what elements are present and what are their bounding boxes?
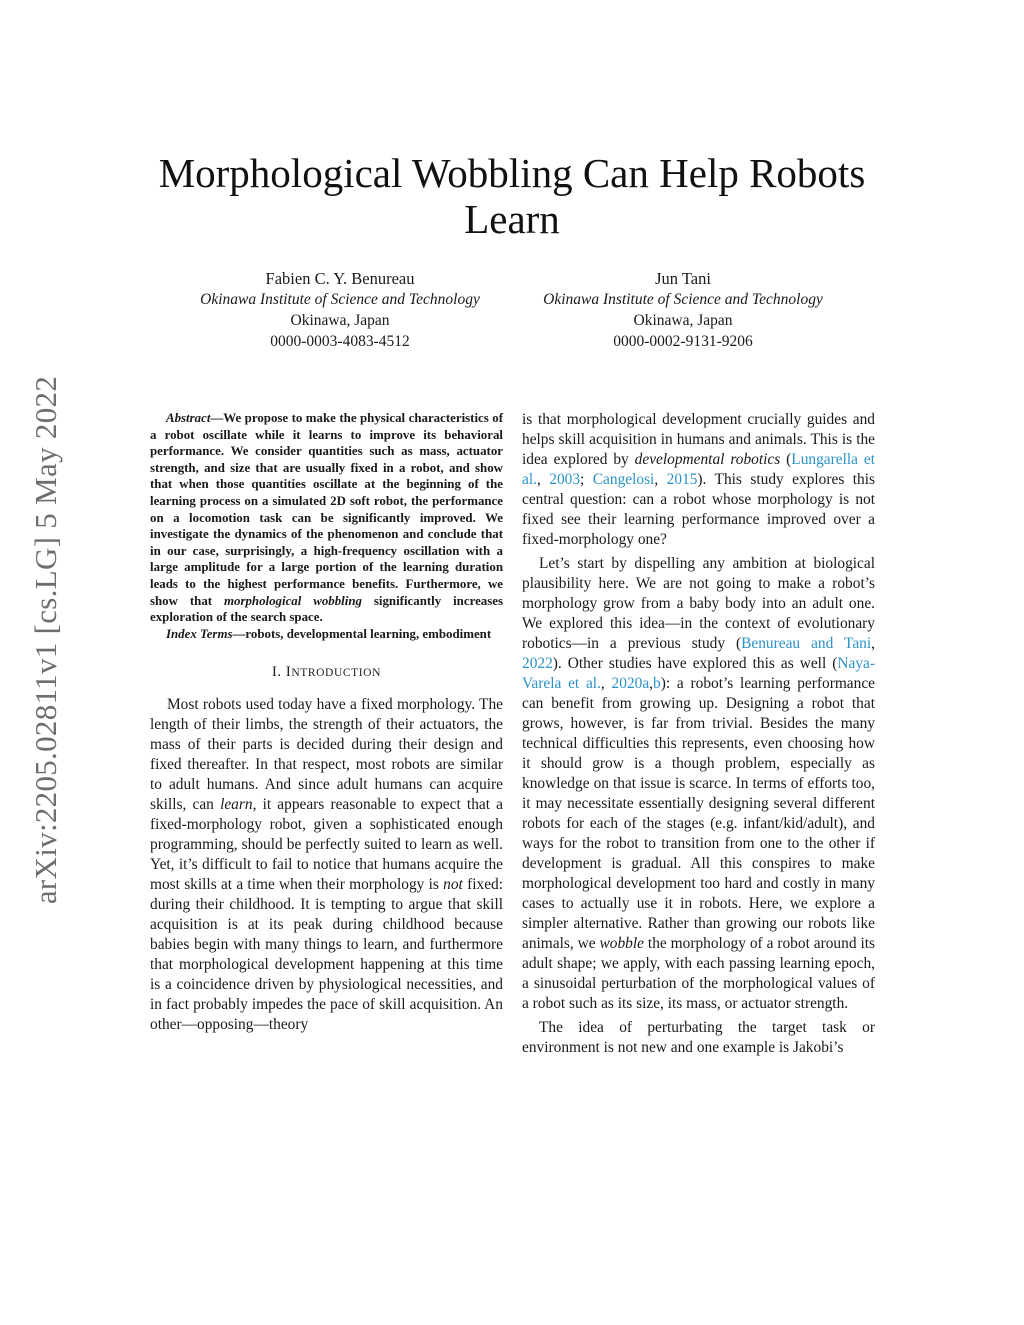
citation-cangelosi-year[interactable]: 2015 (666, 471, 698, 488)
author-block-2 (503, 268, 863, 352)
citation-lungarella[interactable]: Lungarella et al. (522, 451, 875, 488)
abstract-emphasis: morphological wobbling (223, 593, 362, 608)
citation-naya-varela-year-b[interactable]: b (653, 675, 661, 692)
author-name: Fabien C. Y. Benureau (265, 269, 415, 288)
right-column (522, 410, 875, 1058)
citation-cangelosi[interactable]: Cangelosi (592, 471, 655, 488)
arxiv-identifier: arXiv:2205.02811v1 [cs.LG] 5 May 2022 (28, 375, 64, 905)
author-affiliation: Okinawa Institute of Science and Technology (543, 291, 823, 308)
arxiv-side-label (20, 350, 72, 930)
author-affiliation: Okinawa Institute of Science and Technology (200, 291, 480, 308)
index-terms: Index Terms—robots, developmental learning, embodiment (166, 626, 492, 641)
intro-paragraph-4: The idea of perturbating the target task or environment is not new and one example is Jakobi’s (522, 1019, 875, 1056)
citation-naya-varela-year-a[interactable]: 2020a (611, 675, 650, 692)
intro-paragraph-1: Most robots used today have a fixed morphology. The length of their limbs, the strength of their actuators, the mass of their parts is decided during their design and fixed thereafter. In that respect, most robots are similar to adult humans. And since adult humans can acquire skills, can learn, it appears reasonable to expect that a fixed-morphology robot, given a sophisticated enough programming, should be perfectly suited to learn as well. Yet, it’s difficult to fail to notice that humans acquire the most skills at a time when their morphology is not fixed: during their childhood. It is tempting to argue that skill acquisition is at its peak during childhood because babies begin with many things to learn, and furthermore that morphological development happening at this time is a coincidence driven by physiological necessities, and in fact probably impedes the pace of skill acquisition. An other—opposing—theory (150, 696, 503, 1034)
author-orcid: 0000-0002-9131-9206 (613, 333, 753, 350)
intro-paragraph-2: is that morphological development crucially guides and helps skill acquisition in humans and animals. This is the idea explored by developmental robotics (Lungarella et al., 2003; Cangelosi, 2015). This study explores this central question: can a robot whose morphology is not fixed see their learning performance improved over a fixed-morphology one? (522, 411, 875, 548)
section-heading-introduction: I. INTRODUCTION (272, 664, 381, 681)
citation-naya-varela[interactable]: Naya-Varela et al. (522, 655, 875, 692)
citation-lungarella-year[interactable]: 2003 (549, 471, 581, 488)
author-location: Okinawa, Japan (290, 312, 390, 329)
author-orcid: 0000-0003-4083-4512 (270, 333, 410, 350)
citation-benureau-tani[interactable]: Benureau and Tani (741, 635, 872, 652)
citation-benureau-tani-year[interactable]: 2022 (522, 655, 553, 672)
intro-paragraph-3: Let’s start by dispelling any ambition at biological plausibility here. We are not going to make a robot’s morphology grow from a baby body into an adult one. We explored this idea—in the context of evolutionary robotics—in a previous study (Benureau and Tani, 2022). Other studies have explored this as well (Naya-Varela et al., 2020a,b): a robot’s learning performance can benefit from growing up. Designing a robot that grows, however, is far from trivial. Besides the many technical difficulties this represents, even choosing how it should grow is a though problem, especially as knowledge on that issue is scarce. In terms of efforts too, it may necessitate essentially designing several different robots for each of the stages (e.g. infant/kid/adult), and ways for the robot to transition from one to the other if development is gradual. All this conspires to make morphological development too hard and costly in many cases to actually use it in robots. Here, we explore a simpler alternative. Rather than growing our robots like animals, we wobble the morphology of a robot around its adult shape; we apply, with each passing learning epoch, a sinusoidal perturbation of the morphological values of a robot such as its size, its mass, or actuator strength. (522, 555, 875, 1012)
abstract: Abstract—We propose to make the physical characteristics of a robot oscillate while it learns to improve its behavioral performance. We consider quantities such as mass, actuator strength, and size that are usually fixed in a robot, and show that when those quantities oscillate at the beginning of the learning process on a simulated 2D soft robot, the performance on a locomotion task can be significantly improved. We investigate the dynamics of the phenomenon and conclude that in our case, surprisingly, a high-frequency oscillation with a large amplitude for a large portion of the learning duration leads to the highest performance benefits. Furthermore, we show that morphological wobbling significantly increases exploration of the search space. (150, 411, 503, 625)
abstract-label: Abstract (166, 411, 211, 425)
author-name: Jun Tani (655, 269, 711, 288)
paper-title: Morphological Wobbling Can Help Robots Learn (158, 150, 866, 242)
left-column (150, 410, 503, 1035)
author-block-1 (160, 268, 520, 352)
author-location: Okinawa, Japan (633, 312, 733, 329)
index-terms-label: Index Terms (166, 626, 233, 641)
